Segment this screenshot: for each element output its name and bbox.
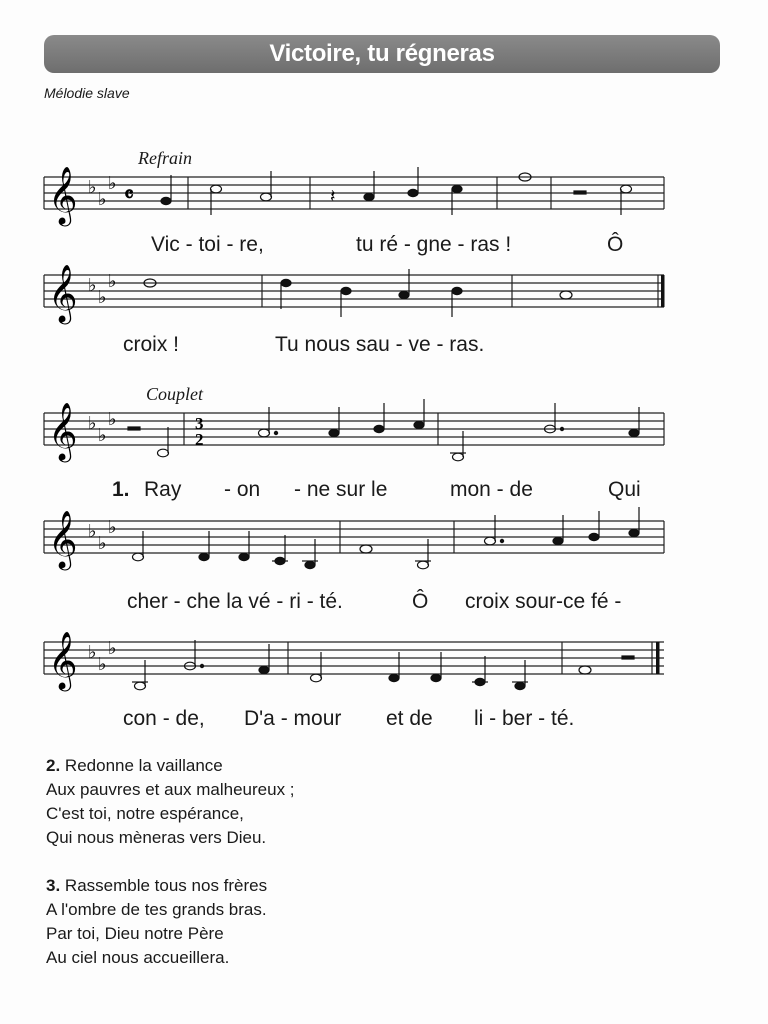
svg-text:♭: ♭ <box>98 425 107 446</box>
lyric-syllables: li - ber - té. <box>474 707 575 730</box>
lyric-syllables: croix ! <box>123 333 180 356</box>
lyric-syllables: - ne sur le <box>294 478 388 501</box>
verse-line: Au ciel nous accueillera. <box>46 948 230 967</box>
svg-text:♭: ♭ <box>108 638 117 659</box>
refrain-label: Refrain <box>138 148 192 168</box>
svg-text:♭: ♭ <box>88 413 97 434</box>
lyric-syllables: tu ré - gne - ras ! <box>356 233 512 256</box>
svg-text:♭: ♭ <box>88 642 97 663</box>
verse-number: 3. <box>46 876 61 895</box>
svg-text:♭: ♭ <box>98 189 107 210</box>
svg-text:𝄞: 𝄞 <box>48 264 78 322</box>
verse-line: C'est toi, notre espérance, <box>46 804 244 823</box>
verse-number: 1. <box>112 478 130 501</box>
lyric-syllables: Vic - toi - re, <box>151 233 264 256</box>
couplet-label: Couplet <box>146 384 203 404</box>
music-staff-1 <box>40 160 668 240</box>
svg-text:𝄴: 𝄴 <box>124 182 134 207</box>
verse-line: Qui nous mèneras vers Dieu. <box>46 828 267 847</box>
svg-text:♭: ♭ <box>88 177 97 198</box>
svg-text:♭: ♭ <box>98 654 107 675</box>
verse-2 <box>46 754 295 850</box>
lyric-syllables: et de <box>386 707 433 730</box>
verse-line: A l'ombre de tes grands bras. <box>46 900 267 919</box>
melody-origin: Mélodie slave <box>44 85 130 101</box>
verse-3 <box>46 874 267 970</box>
svg-text:♭: ♭ <box>108 271 117 292</box>
svg-text:3: 3 <box>195 414 204 433</box>
lyric-syllables: Ray <box>144 478 182 501</box>
lyrics-line-5 <box>0 707 768 747</box>
verse-line: Rassemble tous nos frères <box>64 876 268 895</box>
svg-text:𝄞: 𝄞 <box>48 166 78 224</box>
lyrics-line-4 <box>0 590 768 630</box>
svg-text:𝄞: 𝄞 <box>48 402 78 460</box>
lyric-syllables: Qui <box>608 478 641 501</box>
lyrics-line-2 <box>0 333 768 373</box>
svg-text:♭: ♭ <box>108 517 117 538</box>
music-staff-2 <box>40 258 668 338</box>
lyric-syllables: croix sour-ce fé - <box>465 590 622 613</box>
lyric-syllables: Ô <box>607 233 624 256</box>
title-banner <box>44 35 720 73</box>
lyric-syllables: - on <box>224 478 261 501</box>
svg-text:♭: ♭ <box>108 173 117 194</box>
svg-text:𝄞: 𝄞 <box>48 510 78 568</box>
music-staff-4 <box>40 504 668 584</box>
svg-text:♭: ♭ <box>88 521 97 542</box>
lyric-syllables: con - de, <box>123 707 205 730</box>
lyric-syllables: D'a - mour <box>244 707 342 730</box>
verse-line: Aux pauvres et aux malheureux ; <box>46 780 295 799</box>
verse-line: Par toi, Dieu notre Père <box>46 924 224 943</box>
verse-number: 2. <box>46 756 61 775</box>
svg-text:𝄽: 𝄽 <box>330 186 336 207</box>
song-title: Victoire, tu régneras <box>269 40 495 67</box>
svg-text:♭: ♭ <box>98 533 107 554</box>
verse-line: Redonne la vaillance <box>64 756 223 775</box>
music-staff-5 <box>40 625 668 705</box>
music-staff-3 <box>40 396 668 476</box>
svg-text:2: 2 <box>195 430 204 449</box>
lyric-syllables: Ô <box>412 590 429 613</box>
svg-text:♭: ♭ <box>98 287 107 308</box>
svg-text:𝄞: 𝄞 <box>48 631 78 689</box>
lyric-syllables: Tu nous sau - ve - ras. <box>275 333 485 356</box>
svg-text:♭: ♭ <box>88 275 97 296</box>
lyric-syllables: mon - de <box>450 478 533 501</box>
svg-text:♭: ♭ <box>108 409 117 430</box>
lyric-syllables: cher - che la vé - ri - té. <box>127 590 343 613</box>
